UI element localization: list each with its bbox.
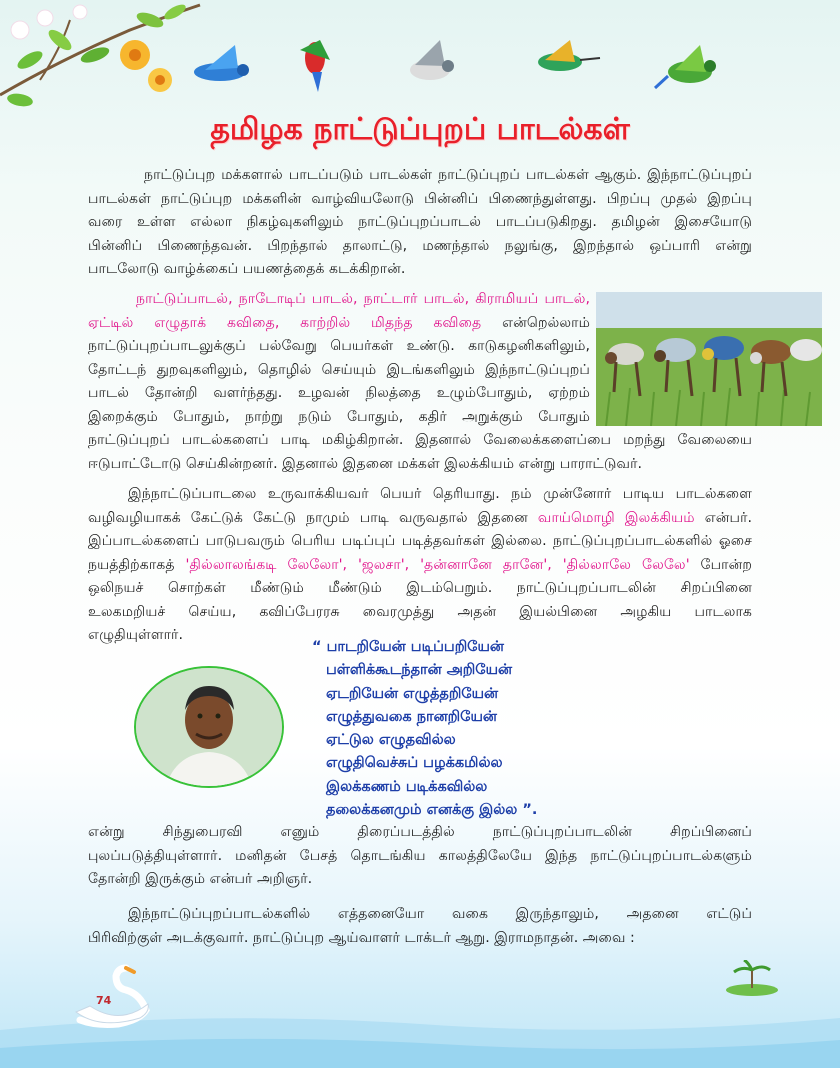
text-line: இறைக்கும் போதும், நாற்று நடும் போதும், கதிர் அறுக்கும் போதும் [88, 408, 590, 425]
bird-illustration-2 [300, 40, 330, 92]
bird-illustration-4 [538, 40, 600, 71]
text-line: ஈடுபாட்டோடு செய்கின்றனர். இதனால் இதனை மக்கள் இலக்கியம் என்று பாராட்டுவர். [88, 455, 643, 472]
highlight-text: ஏட்டில் எழுதாக் கவிதை, காற்றில் மிதந்த கவிதை [88, 314, 482, 331]
bird-illustration-1 [194, 45, 249, 81]
paragraph-oral-literature [88, 483, 752, 648]
text-line: தோட்டந் துறவுகளிலும், தொழில் செய்யும் இடங்களிலும் இந்நாட்டுப்புறப் [88, 361, 590, 378]
text-line: பிரிவிற்குள் அடக்குவார். நாட்டுப்புற ஆய்வாளர் டாக்டர் ஆறு. இராமநாதன். அவை : [88, 929, 635, 946]
paragraph-intro [88, 164, 752, 282]
text-line: எழுதியுள்ளார். [88, 627, 183, 643]
poem-line: எழுதிவெச்சுப் பழக்கமில்ல [326, 755, 503, 772]
island-illustration [726, 960, 778, 996]
text-line: என்று சிந்துபைரவி எனும் திரைப்படத்தில் நாட்டுப்புறப்பாடலின் சிறப்பினைப் [88, 824, 752, 840]
text-line: இந்நாட்டுப்புறப்பாடல்களில் எத்தனையோ வகை இருந்தாலும், அதனை எட்டுப் [128, 906, 752, 922]
text-line: உலகமறியச் செய்ய, கவிப்பேரரசு வைரமுத்து அதன் இயல்பினை அழகிய பாடலாக [88, 603, 752, 620]
bird-illustration-5 [655, 45, 716, 88]
text-line: பாடல்கள் நாட்டுப்புற மக்களின் வாழ்வியலோடு பின்னிப் பிணைந்துள்ளது. பிறப்பு முதல் இறப்பு [88, 190, 752, 207]
branch-illustration [0, 2, 200, 108]
text-line [88, 507, 752, 531]
text-line: பாடல் தோன்றி வளர்ந்தது. உழவன் நிலத்தை உழும்போதும், ஏற்றம் [88, 385, 590, 401]
text-fragment: போன்ற [689, 556, 753, 573]
text-line: ஒலிநயச் சொற்கள் மீண்டும் மீண்டும் இடம்பெறும். நாட்டுப்புறப்பாடலின் சிறப்பினை [88, 580, 752, 596]
poem-line: “ பாடறியேன் படிப்பறியேன் [312, 639, 504, 655]
text-fragment: வழிவழியாகக் கேட்டுக் கேட்டு நாமும் பாடி வருவதால் இதனை [88, 509, 538, 526]
paragraph-sindhu-bhairavi [88, 821, 752, 892]
text-fragment: என்பர். [694, 509, 753, 526]
text-line: தோன்றி இருக்கும் என்பர் அறிஞர். [88, 871, 313, 887]
poem-block [312, 636, 537, 822]
text-line: நாட்டுப்புறப்பாடலுக்குப் பல்வேறு பெயர்கள் உண்டு. காடுகழனிகளிலும், [88, 338, 590, 354]
text-line [88, 312, 590, 336]
farmers-field-photo [596, 292, 822, 426]
text-line: பின்னிப் பிணைந்தவன். பிறந்தால் தாலாட்டு, மணந்தால் நலுங்கு, இறந்தால் ஒப்பாரி என்று [88, 237, 752, 254]
header-decoration [0, 0, 840, 110]
highlight-text: வாய்மொழி இலக்கியம் [537, 509, 695, 526]
page-title: தமிழக நாட்டுப்புறப் பாடல்கள் [210, 112, 630, 147]
poem-line: இலக்கணம் படிக்கவில்ல [326, 778, 488, 795]
poem-line: தலைக்கனமும் எனக்கு இல்ல ”. [326, 802, 538, 819]
text-line: நாட்டுப்புற மக்களால் பாடப்படும் பாடல்கள் நாட்டுப்புறப் பாடல்கள் ஆகும். இந்நாட்டுப்புறப் [144, 167, 752, 183]
text-line [88, 554, 752, 578]
text-fragment: நயத்திற்காகத் [88, 556, 186, 573]
poem-line: ஏட்டுல எழுதவில்ல [326, 732, 456, 749]
page-number: 74 [96, 994, 112, 1007]
poem-line: பள்ளிக்கூடந்தான் அறியேன் [326, 662, 513, 679]
text-line: புலப்படுத்தியுள்ளார். மனிதன் பேசத் தொடங்கிய காலத்திலேயே இந்த நாட்டுப்புறப்பாடல்களும் [88, 847, 752, 864]
footer-decoration [0, 960, 840, 1068]
text-line: நாட்டுப்புறப் பாடல்களைப் பாடி மகிழ்கிறான். இதனால் வேலைக்களைப்பை மறந்து வேலையை [88, 432, 752, 448]
poem-line: ஏடறியேன் எழுத்தறியேன் [326, 685, 499, 702]
poet-portrait [134, 666, 284, 788]
text-line: வரை உள்ள எல்லா நிகழ்வுகளிலும் நாட்டுப்புறப்பாடல் பாடப்படுகிறது. தமிழன் இசையோடு [88, 214, 752, 230]
text-line: பாடலோடு வாழ்க்கைப் பயணத்தைக் கடக்கிறான். [88, 261, 406, 277]
text-fragment: என்றெல்லாம் [481, 314, 590, 331]
paragraph-classification [88, 903, 752, 950]
swan-illustration [76, 968, 148, 1025]
text-line: இந்நாட்டுப்பாடலை உருவாக்கியவர் பெயர் தெரியாது. நம் முன்னோர் பாடிய பாடல்களை [128, 486, 752, 502]
text-line: இப்பாடல்களைப் பாடுபவரும் பெரிய படிப்புப் படித்தவர்கள் இல்லை. நாட்டுப்புறப்பாடல்களில் ஓசை [88, 533, 752, 549]
paragraph-names [88, 288, 590, 429]
highlight-text: 'தில்லாலங்கடி லேலோ', 'ஜலசா', 'தன்னானே தானே', 'தில்லாலே லேலே' [185, 556, 690, 573]
paragraph-names-cont [88, 429, 752, 476]
bird-illustration-3 [410, 40, 454, 80]
poem-line: எழுத்துவகை நானறியேன் [326, 708, 497, 725]
text-line-highlight: நாட்டுப்பாடல், நாடோடிப் பாடல், நாட்டார் பாடல், கிராமியப் பாடல், [136, 291, 590, 307]
